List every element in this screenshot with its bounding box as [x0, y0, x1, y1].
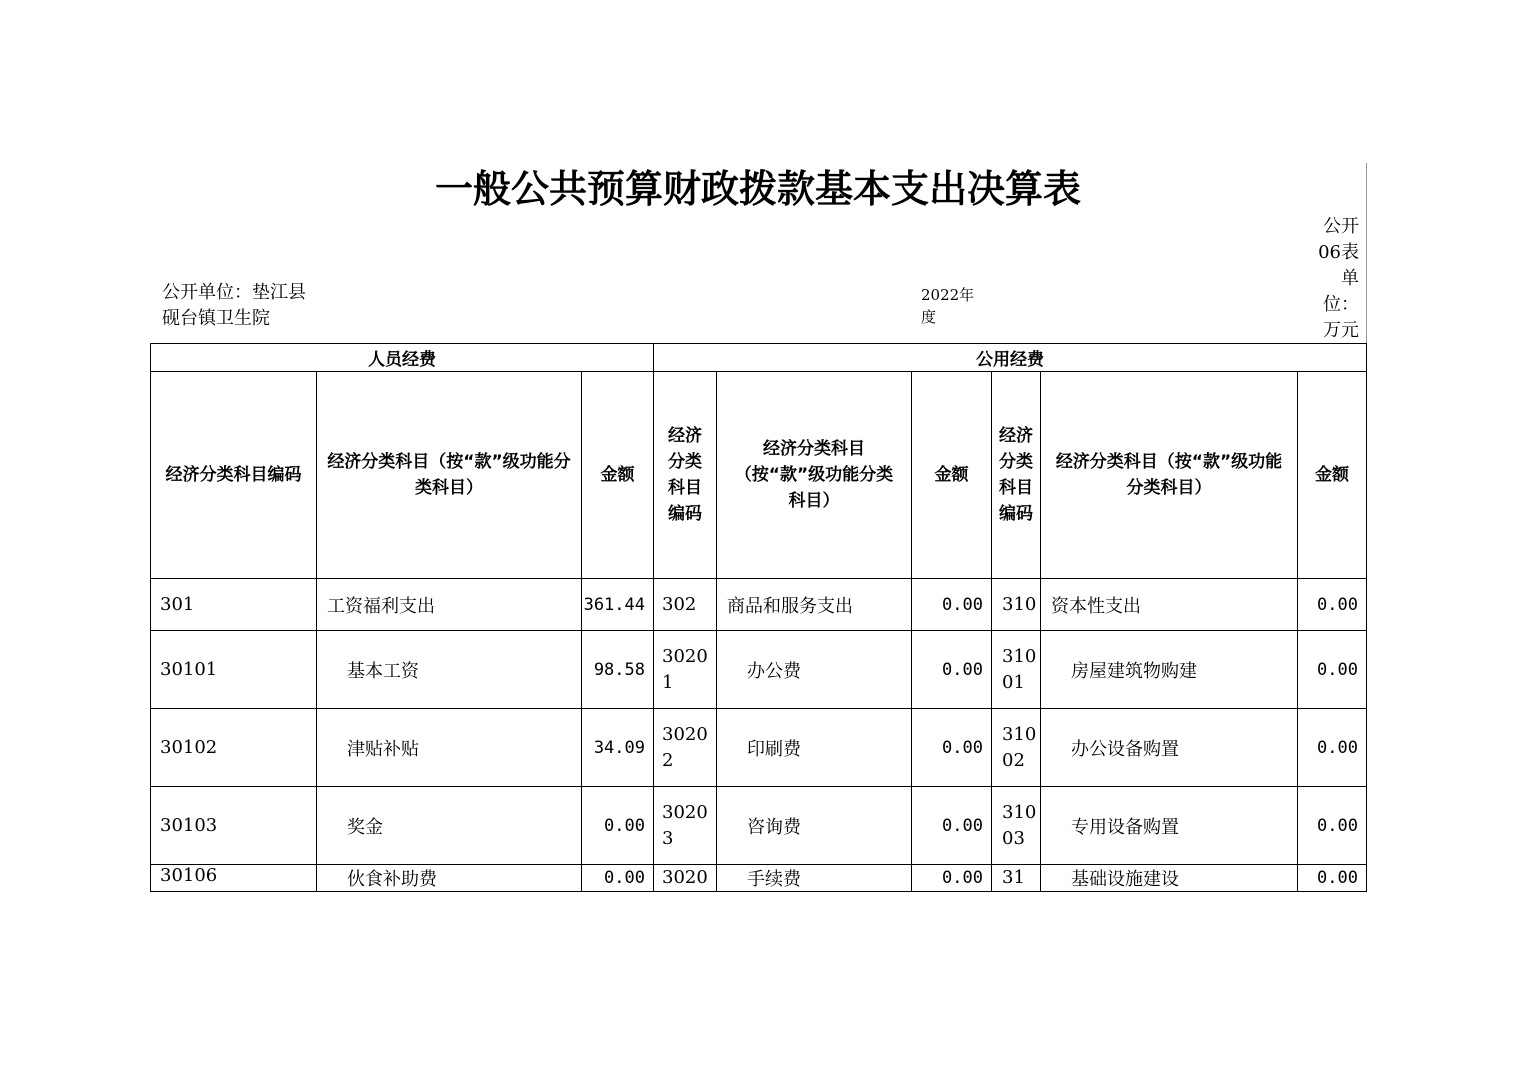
unit-label: 单位：万元 [1323, 268, 1359, 341]
code-cell: 3020 [654, 865, 717, 892]
header-code-capital: 经济分类科目编码 [992, 372, 1041, 579]
name-cell: 印刷费 [717, 709, 912, 787]
header-code-personnel: 经济分类科目编码 [151, 372, 317, 579]
page-title: 一般公共预算财政拨款基本支出决算表 [434, 167, 1081, 211]
name-cell: 奖金 [317, 787, 582, 865]
amount-cell: 0.00 [912, 631, 992, 709]
amount-cell: 0.00 [1298, 787, 1367, 865]
code-cell: 30102 [151, 709, 317, 787]
code-cell: 30202 [654, 709, 717, 787]
amount-cell: 0.00 [582, 787, 654, 865]
amount-cell: 0.00 [912, 865, 992, 892]
code-cell: 30101 [151, 631, 317, 709]
table-row [151, 865, 1367, 892]
group-personnel: 人员经费 [151, 344, 654, 372]
group-public: 公用经费 [654, 344, 1367, 372]
publisher-label: 公开单位：垫江县砚台镇卫生院 [162, 282, 306, 329]
header-code-public: 经济分类科目编码 [654, 372, 717, 579]
group-header-row [151, 344, 1367, 372]
table-row [151, 709, 1367, 787]
name-cell: 商品和服务支出 [717, 579, 912, 631]
code-cell: 30203 [654, 787, 717, 865]
code-cell: 31002 [992, 709, 1041, 787]
name-cell: 津贴补贴 [317, 709, 582, 787]
page-edge-line [1366, 163, 1367, 343]
amount-cell: 0.00 [912, 579, 992, 631]
amount-cell: 0.00 [582, 865, 654, 892]
table-row [151, 579, 1367, 631]
code-cell: 30103 [151, 787, 317, 865]
amount-cell: 0.00 [912, 709, 992, 787]
code-cell: 310 [992, 579, 1041, 631]
header-name-capital: 经济分类科目（按“款”级功能分类科目） [1041, 372, 1298, 579]
code-cell: 301 [151, 579, 317, 631]
amount-cell: 0.00 [1298, 579, 1367, 631]
year-label: 2022年度 [921, 286, 975, 326]
name-cell: 办公费 [717, 631, 912, 709]
amount-cell: 361.44 [582, 579, 654, 631]
code-cell: 31001 [992, 631, 1041, 709]
name-cell: 办公设备购置 [1041, 709, 1298, 787]
name-cell: 工资福利支出 [317, 579, 582, 631]
amount-cell: 34.09 [582, 709, 654, 787]
code-cell: 30201 [654, 631, 717, 709]
code-cell: 30106 [151, 865, 317, 892]
header-amount-public: 金额 [912, 372, 992, 579]
table-code-and-unit [1309, 214, 1359, 344]
name-cell: 资本性支出 [1041, 579, 1298, 631]
amount-cell: 0.00 [912, 787, 992, 865]
name-cell: 手续费 [717, 865, 912, 892]
name-cell: 伙食补助费 [317, 865, 582, 892]
amount-cell: 98.58 [582, 631, 654, 709]
name-cell: 基本工资 [317, 631, 582, 709]
header-amount-capital: 金额 [1298, 372, 1367, 579]
table-code: 公开06表 [1318, 216, 1359, 263]
column-header-row [151, 372, 1367, 579]
table-row [151, 787, 1367, 865]
code-cell: 302 [654, 579, 717, 631]
name-cell: 专用设备购置 [1041, 787, 1298, 865]
expenditure-table [150, 343, 1367, 892]
header-amount-personnel: 金额 [582, 372, 654, 579]
code-cell: 31 [992, 865, 1041, 892]
header-name-personnel: 经济分类科目（按“款”级功能分类科目） [317, 372, 582, 579]
amount-cell: 0.00 [1298, 865, 1367, 892]
table-row [151, 631, 1367, 709]
amount-cell: 0.00 [1298, 631, 1367, 709]
name-cell: 基础设施建设 [1041, 865, 1298, 892]
header-name-public: 经济分类科目（按“款”级功能分类科目） [717, 372, 912, 579]
name-cell: 咨询费 [717, 787, 912, 865]
amount-cell: 0.00 [1298, 709, 1367, 787]
code-cell: 31003 [992, 787, 1041, 865]
name-cell: 房屋建筑物购建 [1041, 631, 1298, 709]
